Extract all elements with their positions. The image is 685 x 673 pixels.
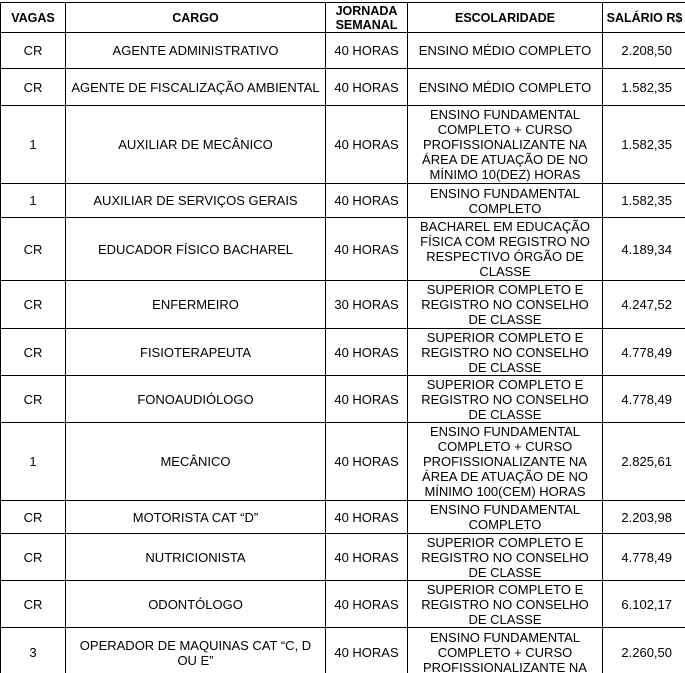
table-row (1, 501, 685, 534)
cell-jornada: 40 HORAS (326, 628, 408, 673)
cell-escolaridade: ENSINO MÉDIO COMPLETO (408, 33, 603, 69)
cell-salario: 1.582,35 (603, 106, 685, 184)
header-salario: SALÁRIO R$ (603, 3, 685, 33)
cell-vagas: CR (1, 376, 66, 423)
cell-vagas: CR (1, 33, 66, 69)
cell-escolaridade: ENSINO FUNDAMENTAL COMPLETO + CURSO PROFISSIONALIZANTE NA (408, 628, 603, 673)
cell-salario: 4.778,49 (603, 534, 685, 581)
cell-jornada: 40 HORAS (326, 534, 408, 581)
cell-vagas: CR (1, 581, 66, 628)
cell-jornada: 40 HORAS (326, 69, 408, 106)
cell-jornada: 40 HORAS (326, 501, 408, 534)
cell-salario: 1.582,35 (603, 69, 685, 106)
table-row (1, 581, 685, 628)
cell-jornada: 40 HORAS (326, 329, 408, 376)
cell-salario: 2.208,50 (603, 33, 685, 69)
cell-escolaridade: SUPERIOR COMPLETO E REGISTRO NO CONSELHO DE CLASSE (408, 581, 603, 628)
table-row (1, 184, 685, 218)
cell-salario: 1.582,35 (603, 184, 685, 218)
table-row (1, 69, 685, 106)
cell-vagas: 1 (1, 184, 66, 218)
cell-escolaridade: SUPERIOR COMPLETO E REGISTRO NO CONSELHO DE CLASSE (408, 376, 603, 423)
header-cargo: CARGO (66, 3, 326, 33)
cell-cargo: AUXILIAR DE MECÂNICO (66, 106, 326, 184)
cell-jornada: 40 HORAS (326, 218, 408, 281)
cell-salario: 2.260,50 (603, 628, 685, 673)
cell-vagas: CR (1, 69, 66, 106)
cell-cargo: FISIOTERAPEUTA (66, 329, 326, 376)
cell-jornada: 40 HORAS (326, 106, 408, 184)
cell-vagas: CR (1, 329, 66, 376)
cell-cargo: AGENTE DE FISCALIZAÇÃO AMBIENTAL (66, 69, 326, 106)
cell-cargo: ENFERMEIRO (66, 281, 326, 329)
header-escolaridade: ESCOLARIDADE (408, 3, 603, 33)
cell-salario: 4.778,49 (603, 376, 685, 423)
cell-salario: 4.247,52 (603, 281, 685, 329)
table-row (1, 534, 685, 581)
cell-escolaridade: SUPERIOR COMPLETO E REGISTRO NO CONSELHO DE CLASSE (408, 281, 603, 329)
table-row (1, 106, 685, 184)
cell-cargo: FONOAUDIÓLOGO (66, 376, 326, 423)
cell-escolaridade: ENSINO FUNDAMENTAL COMPLETO + CURSO PROFISSIONALIZANTE NA ÁREA DE ATUAÇÃO DE NO MÍNIMO 100(CEM) HORAS (408, 423, 603, 501)
header-row (1, 3, 685, 33)
header-vagas: VAGAS (1, 3, 66, 33)
table-row (1, 281, 685, 329)
cell-escolaridade: ENSINO FUNDAMENTAL COMPLETO (408, 501, 603, 534)
table-row (1, 218, 685, 281)
cell-vagas: CR (1, 501, 66, 534)
cell-cargo: NUTRICIONISTA (66, 534, 326, 581)
cell-cargo: ODONTÓLOGO (66, 581, 326, 628)
cell-salario: 2.825,61 (603, 423, 685, 501)
cell-escolaridade: BACHAREL EM EDUCAÇÃO FÍSICA COM REGISTRO NO RESPECTIVO ÓRGÃO DE CLASSE (408, 218, 603, 281)
cell-vagas: CR (1, 534, 66, 581)
cell-salario: 4.778,49 (603, 329, 685, 376)
positions-table (0, 2, 685, 673)
cell-jornada: 30 HORAS (326, 281, 408, 329)
table-row (1, 423, 685, 501)
cell-vagas: CR (1, 218, 66, 281)
cell-escolaridade: ENSINO MÉDIO COMPLETO (408, 69, 603, 106)
cell-vagas: 1 (1, 423, 66, 501)
cell-escolaridade: ENSINO FUNDAMENTAL COMPLETO + CURSO PROFISSIONALIZANTE NA ÁREA DE ATUAÇÃO DE NO MÍNIMO 10(DEZ) HORAS (408, 106, 603, 184)
cell-vagas: CR (1, 281, 66, 329)
cell-jornada: 40 HORAS (326, 581, 408, 628)
cell-salario: 2.203,98 (603, 501, 685, 534)
table-row (1, 33, 685, 69)
header-jornada: JORNADA SEMANAL (326, 3, 408, 33)
cell-cargo: AGENTE ADMINISTRATIVO (66, 33, 326, 69)
cell-jornada: 40 HORAS (326, 184, 408, 218)
cell-cargo: AUXILIAR DE SERVIÇOS GERAIS (66, 184, 326, 218)
cell-escolaridade: SUPERIOR COMPLETO E REGISTRO NO CONSELHO DE CLASSE (408, 534, 603, 581)
cell-cargo: MECÂNICO (66, 423, 326, 501)
cell-salario: 6.102,17 (603, 581, 685, 628)
table-row (1, 628, 685, 673)
cell-vagas: 3 (1, 628, 66, 673)
cell-cargo: EDUCADOR FÍSICO BACHAREL (66, 218, 326, 281)
cell-salario: 4.189,34 (603, 218, 685, 281)
cell-escolaridade: ENSINO FUNDAMENTAL COMPLETO (408, 184, 603, 218)
cell-escolaridade: SUPERIOR COMPLETO E REGISTRO NO CONSELHO DE CLASSE (408, 329, 603, 376)
cell-jornada: 40 HORAS (326, 423, 408, 501)
cell-cargo: MOTORISTA CAT “D” (66, 501, 326, 534)
table-row (1, 329, 685, 376)
cell-vagas: 1 (1, 106, 66, 184)
cell-cargo: OPERADOR DE MAQUINAS CAT “C, D OU E” (66, 628, 326, 673)
cell-jornada: 40 HORAS (326, 33, 408, 69)
cell-jornada: 40 HORAS (326, 376, 408, 423)
table-row (1, 376, 685, 423)
